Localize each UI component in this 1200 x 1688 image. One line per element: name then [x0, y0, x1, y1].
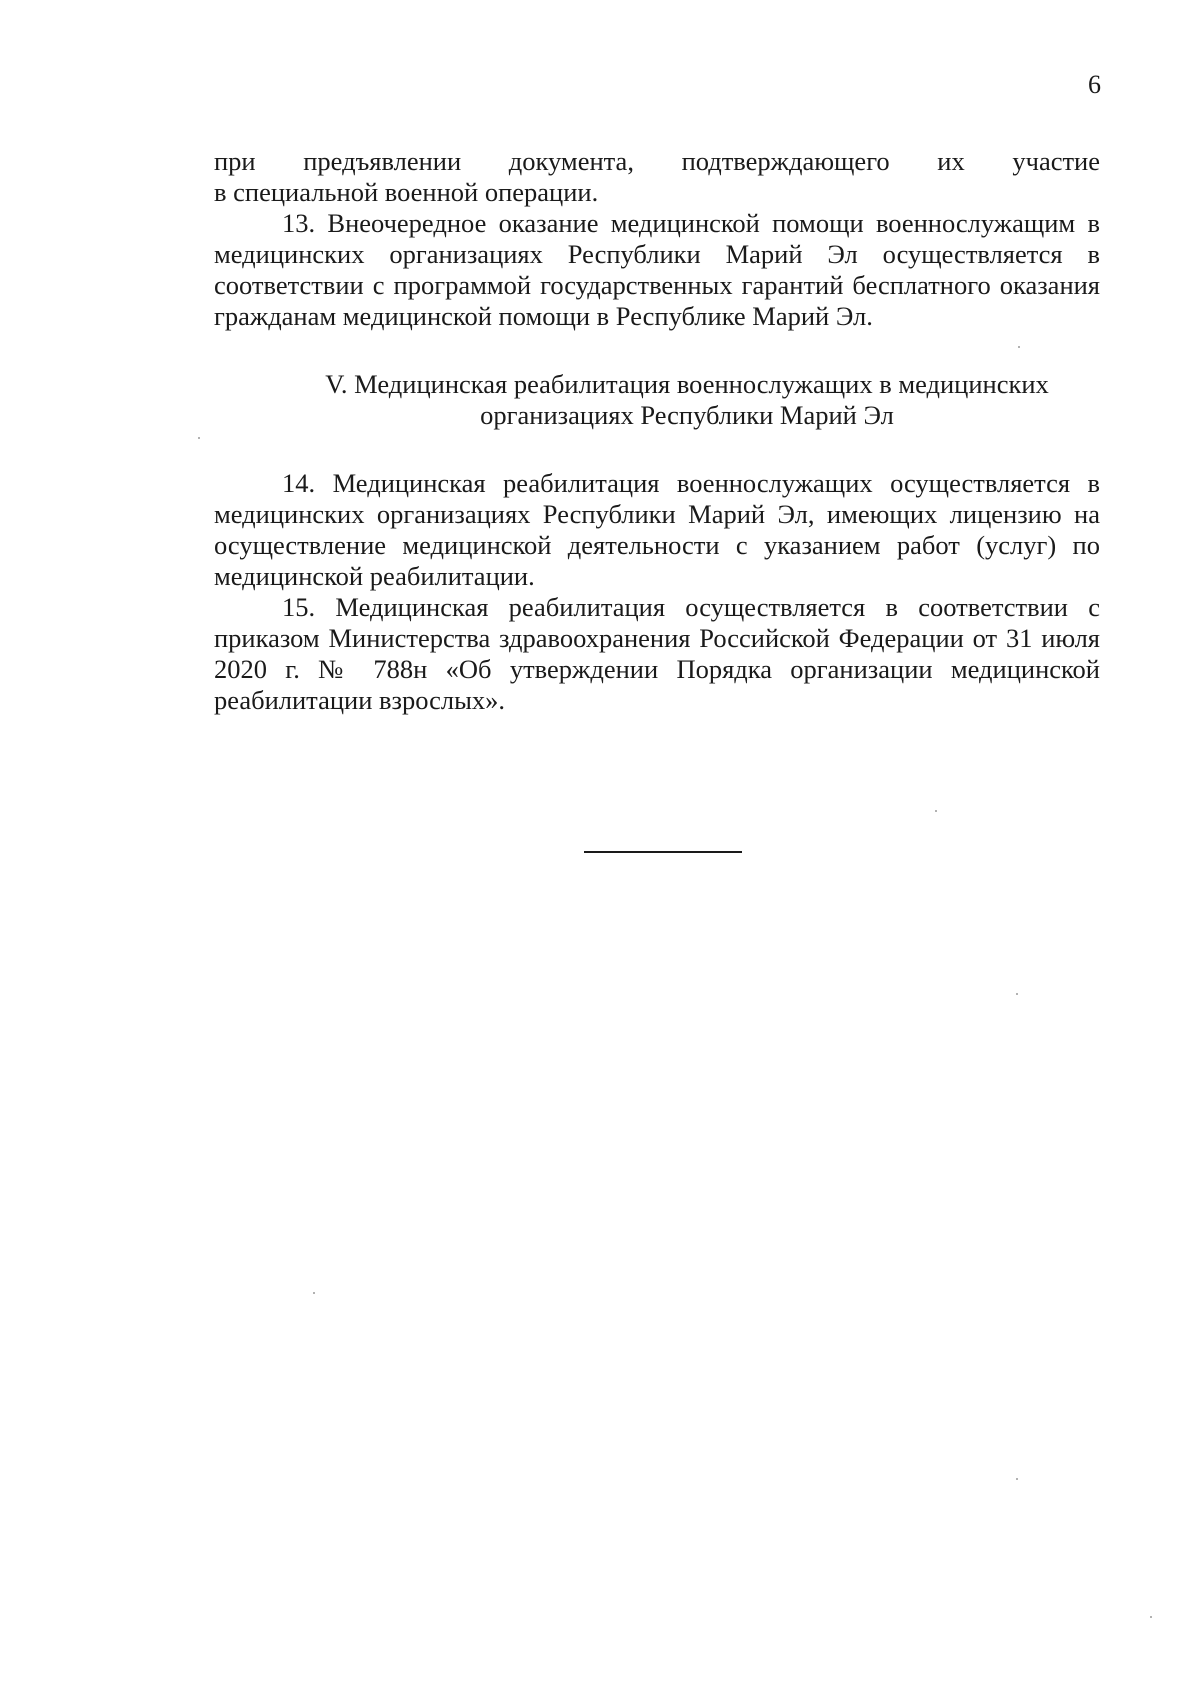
page-number: 6: [1088, 70, 1101, 99]
paragraph-13-block: [214, 208, 1100, 332]
section-heading-line-2: организациях Республики Марий Эл: [480, 400, 894, 430]
paragraph-14: 14. Медицинская реабилитация военнослужащих осуществляется в медицинских организациях Республики Марий Эл, имеющих лицензию на осуществление медицинской деятельности с указанием работ (услуг) по медицинской реабилитации.: [214, 468, 1100, 591]
scan-speck: [198, 437, 200, 439]
continuation-line-1: при предъявлении документа, подтверждающего их участие: [214, 146, 1100, 176]
continuation-block: [214, 146, 1100, 208]
scan-speck: [1018, 346, 1020, 348]
scan-speck: [313, 1292, 315, 1294]
paragraph-13: 13. Внеочередное оказание медицинской помощи военнослужащим в медицинских организациях Республики Марий Эл осуществляется в соответствии с программой государственных гарантий бесплатного оказания гражданам медицинской помощи в Республике Марий Эл.: [214, 208, 1100, 331]
end-of-document-rule: [584, 851, 742, 853]
scan-speck: [935, 810, 937, 812]
scan-speck: [1150, 1616, 1152, 1618]
continuation-paragraph: [214, 146, 1100, 208]
scan-speck: [1016, 1478, 1018, 1480]
continuation-line-2: в специальной военной операции.: [214, 177, 599, 207]
section-heading-line-1: V. Медицинская реабилитация военнослужащих в медицинских: [325, 369, 1049, 399]
paragraph-14-block: [214, 468, 1100, 592]
paragraph-15: 15. Медицинская реабилитация осуществляется в соответствии с приказом Министерства здравоохранения Российской Федерации от 31 июля 2020 г. № 788н «Об утверждении Порядка организации медицинской реабилитации взрослых».: [214, 592, 1100, 715]
section-heading: [214, 369, 1100, 431]
scan-speck: [1016, 993, 1018, 995]
paragraph-15-block: [214, 592, 1100, 716]
